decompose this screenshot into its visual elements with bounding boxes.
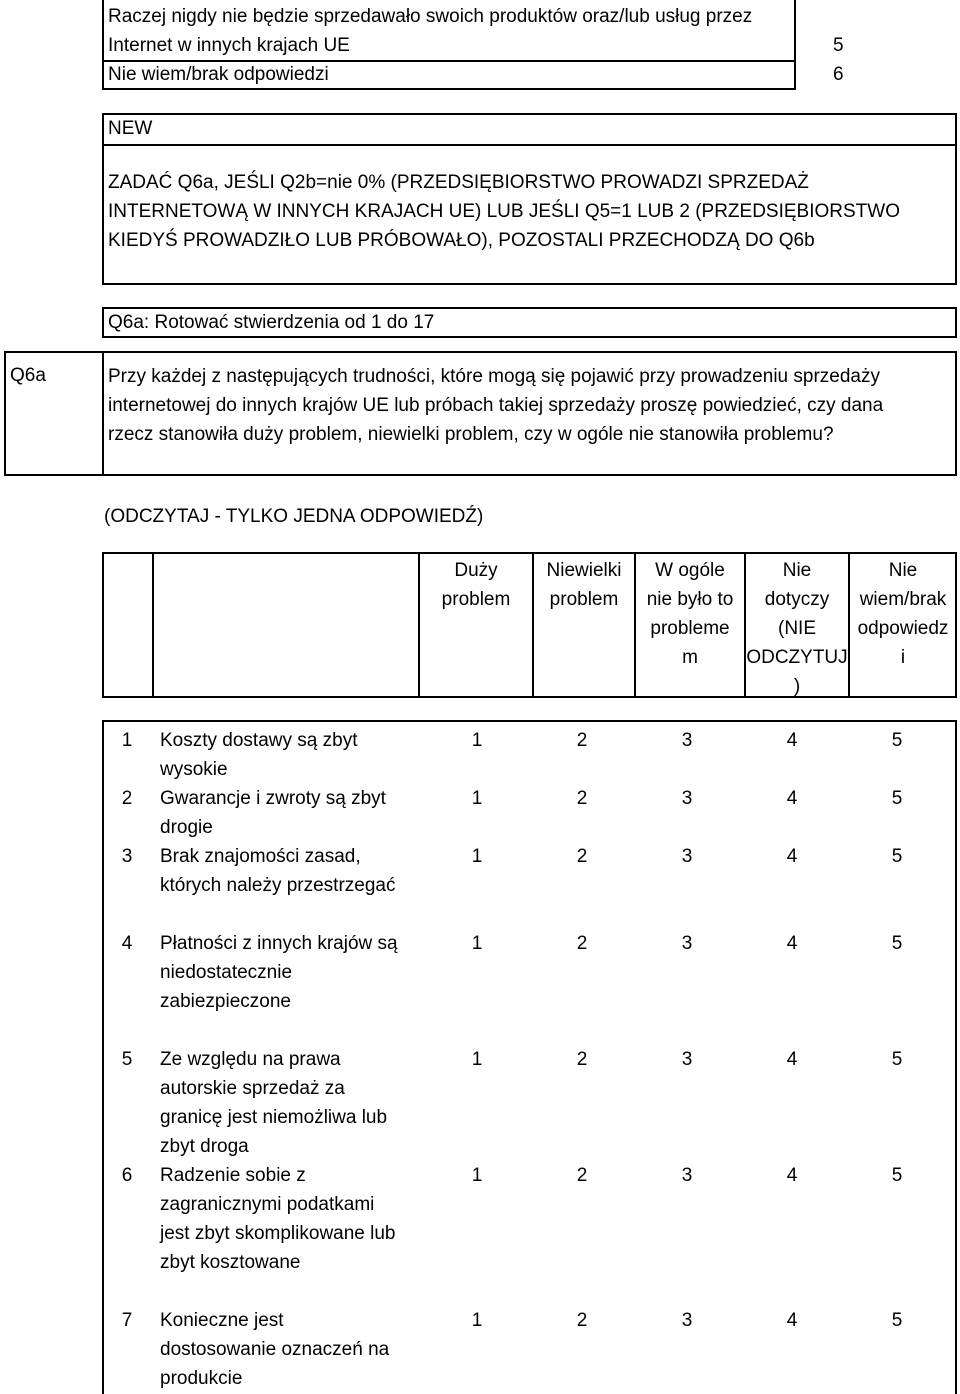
answer-code-item1-option5[interactable]: 5 [891,730,903,751]
answer-code-item4-option2[interactable]: 2 [576,933,588,954]
answer-code-item1-option2[interactable]: 2 [576,730,588,751]
header-duzy-problem: Duży problem [441,560,511,610]
answer-code-item6-option3[interactable]: 3 [681,1165,693,1186]
answer-code-item7-option5[interactable]: 5 [891,1310,903,1331]
answer-code-item2-option2[interactable]: 2 [576,788,588,809]
item-number: 5 [121,1049,133,1070]
answer-code-item7-option4[interactable]: 4 [786,1310,798,1331]
question-text: Przy każdej z następujących trudności, które mogą się pojawić przy prowadzeniu sprzedaży internetowej do innych krajów UE lub próbach takiej sprzedaży proszę powiedzieć, czy dana rzecz stanowiła duży problem, niewielki problem, czy w ogóle nie stanowiła problemu? [108,366,884,445]
question-id-divider [102,351,104,476]
item-number: 7 [121,1310,133,1331]
answer-code-item2-option4[interactable]: 4 [786,788,798,809]
answer-code-item5-option2[interactable]: 2 [576,1049,588,1070]
option-5-code: 5 [833,35,844,56]
item-number: 4 [121,933,133,954]
header-col-sep [152,552,154,698]
answer-code-item7-option1[interactable]: 1 [471,1310,483,1331]
item-number: 1 [121,730,133,751]
answer-code-item5-option5[interactable]: 5 [891,1049,903,1070]
answer-code-item6-option1[interactable]: 1 [471,1165,483,1186]
answer-code-item1-option1[interactable]: 1 [471,730,483,751]
item-number: 3 [121,846,133,867]
answer-code-item3-option1[interactable]: 1 [471,846,483,867]
answer-code-item3-option5[interactable]: 5 [891,846,903,867]
item-text: Gwarancje i zwroty są zbyt drogie [160,788,386,838]
new-divider [102,144,957,146]
answer-code-item5-option3[interactable]: 3 [681,1049,693,1070]
items-right-border [955,720,957,1394]
read-instruction: (ODCZYTAJ - TYLKO JEDNA ODPOWIEDŹ) [104,506,484,527]
answer-code-item4-option3[interactable]: 3 [681,933,693,954]
question-id: Q6a [10,365,46,386]
items-top-border [102,720,957,722]
answer-code-item7-option2[interactable]: 2 [576,1310,588,1331]
answer-code-item1-option4[interactable]: 4 [786,730,798,751]
option-6-code: 6 [833,64,844,85]
option-6-label: Nie wiem/brak odpowiedzi [108,64,329,85]
option-5-label-line2: Internet w innych krajach UE [108,35,350,56]
answer-code-item3-option2[interactable]: 2 [576,846,588,867]
answer-code-item4-option4[interactable]: 4 [786,933,798,954]
answer-code-item1-option3[interactable]: 3 [681,730,693,751]
item-text: Ze względu na prawa autorskie sprzedaż za granicę jest niemożliwa lub zbyt droga [160,1049,388,1157]
header-nie-dotyczy: Nie dotyczy (NIE ODCZYTUJ ) [746,560,848,697]
item-number: 2 [121,788,133,809]
answer-code-item3-option4[interactable]: 4 [786,846,798,867]
item-text: Koszty dostawy są zbyt wysokie [160,730,358,780]
item-text: Radzenie sobie z zagranicznymi podatkami jest zbyt skomplikowane lub zbyt kosztowane [160,1165,396,1273]
answer-code-item6-option2[interactable]: 2 [576,1165,588,1186]
answer-code-item2-option3[interactable]: 3 [681,788,693,809]
option-5-label-line1: Raczej nigdy nie będzie sprzedawało swoich produktów oraz/lub usług przez [108,6,753,27]
answer-code-item4-option5[interactable]: 5 [891,933,903,954]
answer-code-item5-option1[interactable]: 1 [471,1049,483,1070]
routing-instruction: ZADAĆ Q6a, JEŚLI Q2b=nie 0% (PRZEDSIĘBIORSTWO PROWADZI SPRZEDAŻ INTERNETOWĄ W INNYCH KRAJACH UE) LUB JEŚLI Q5=1 LUB 2 (PRZEDSIĘBIORSTWO KIEDYŚ PROWADZIŁO LUB PRÓBOWAŁO), POZOSTALI PRZECHODZĄ DO Q6b [108,172,900,251]
item-text: Płatności z innych krajów są niedostatecznie zabiezpieczone [160,933,398,1012]
item-text: Konieczne jest dostosowanie oznaczeń na produkcie [160,1310,390,1389]
answer-code-item5-option4[interactable]: 4 [786,1049,798,1070]
answer-code-item7-option3[interactable]: 3 [681,1310,693,1331]
header-niewielki-problem: Niewielki problem [546,560,622,610]
header-w-ogole: W ogóle nie było to probleme m [646,560,734,668]
answer-code-item2-option1[interactable]: 1 [471,788,483,809]
rotation-note: Q6a: Rotować stwierdzenia od 1 do 17 [108,312,435,333]
item-text: Brak znajomości zasad, których należy przestrzegać [160,846,396,896]
new-tag: NEW [108,118,153,139]
header-nie-wiem: Nie wiem/brak odpowiedz i [857,560,949,668]
answer-code-item3-option3[interactable]: 3 [681,846,693,867]
answer-code-item2-option5[interactable]: 5 [891,788,903,809]
answer-code-item4-option1[interactable]: 1 [471,933,483,954]
items-left-border [102,720,104,1394]
answer-code-item6-option5[interactable]: 5 [891,1165,903,1186]
answer-code-item6-option4[interactable]: 4 [786,1165,798,1186]
item-number: 6 [121,1165,133,1186]
